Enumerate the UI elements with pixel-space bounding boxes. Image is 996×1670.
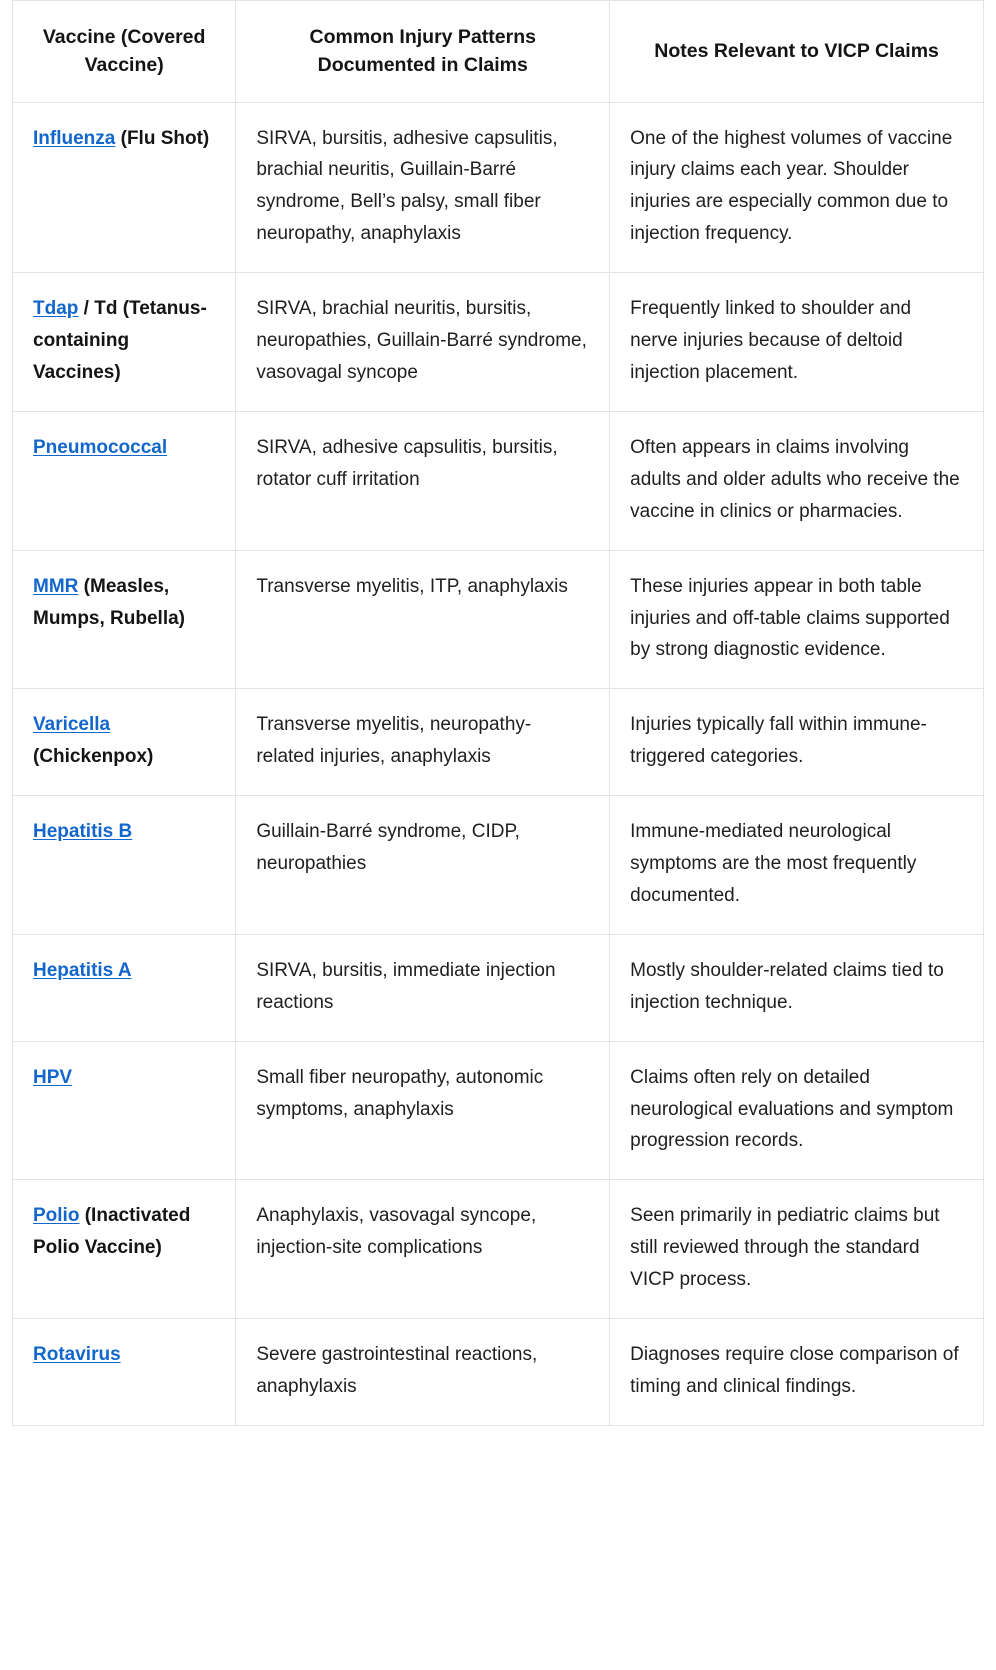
vaccine-name-cell [13, 1319, 236, 1426]
notes-cell: These injuries appear in both table injuries and off-table claims supported by strong diagnostic evidence. [610, 550, 984, 689]
column-header-injury-patterns: Common Injury Patterns Documented in Claims [236, 1, 610, 103]
notes-cell: One of the highest volumes of vaccine injury claims each year. Shoulder injuries are especially common due to injection frequency. [610, 102, 984, 273]
vaccine-name-suffix: (Flu Shot) [115, 127, 210, 149]
table-row [13, 934, 984, 1041]
table-body [13, 102, 984, 1425]
table-row [13, 411, 984, 550]
vaccine-name-cell [13, 102, 236, 273]
notes-cell: Immune-mediated neurological symptoms are the most frequently documented. [610, 796, 984, 935]
table-row [13, 689, 984, 796]
injury-patterns-cell: Transverse myelitis, neuropathy-related injuries, anaphylaxis [236, 689, 610, 796]
vaccine-name-cell [13, 411, 236, 550]
injury-patterns-cell: Guillain-Barré syndrome, CIDP, neuropathies [236, 796, 610, 935]
vaccine-link[interactable]: Polio [33, 1205, 80, 1227]
notes-cell: Frequently linked to shoulder and nerve injuries because of deltoid injection placement. [610, 273, 984, 412]
injury-patterns-cell: Transverse myelitis, ITP, anaphylaxis [236, 550, 610, 689]
vaccine-name-suffix: / Td (Tetanus-containing Vaccines) [33, 298, 207, 383]
notes-cell: Seen primarily in pediatric claims but still reviewed through the standard VICP process. [610, 1180, 984, 1319]
vaccine-injury-table [12, 0, 984, 1426]
vaccine-name-cell [13, 273, 236, 412]
vaccine-link[interactable]: Hepatitis B [33, 821, 133, 843]
notes-cell: Injuries typically fall within immune-triggered categories. [610, 689, 984, 796]
table-row [13, 1180, 984, 1319]
vaccine-name-cell [13, 796, 236, 935]
notes-cell: Mostly shoulder-related claims tied to injection technique. [610, 934, 984, 1041]
notes-cell: Often appears in claims involving adults and older adults who receive the vaccine in clinics or pharmacies. [610, 411, 984, 550]
table-header [13, 1, 984, 103]
table-row [13, 796, 984, 935]
vaccine-name-cell [13, 1180, 236, 1319]
vaccine-link[interactable]: Tdap [33, 298, 79, 320]
injury-patterns-cell: SIRVA, adhesive capsulitis, bursitis, rotator cuff irritation [236, 411, 610, 550]
table-row [13, 102, 984, 273]
injury-patterns-cell: Anaphylaxis, vasovagal syncope, injection-site complications [236, 1180, 610, 1319]
injury-patterns-cell: SIRVA, bursitis, adhesive capsulitis, brachial neuritis, Guillain-Barré syndrome, Bell’s palsy, small fiber neuropathy, anaphylaxis [236, 102, 610, 273]
vaccine-link[interactable]: Pneumococcal [33, 436, 168, 458]
table-row [13, 273, 984, 412]
table-row [13, 1041, 984, 1180]
vaccine-name-cell [13, 550, 236, 689]
vaccine-link[interactable]: Varicella [33, 714, 111, 736]
vaccine-link[interactable]: Hepatitis A [33, 959, 132, 981]
notes-cell: Diagnoses require close comparison of timing and clinical findings. [610, 1319, 984, 1426]
column-header-vaccine: Vaccine (Covered Vaccine) [13, 1, 236, 103]
table-row [13, 1319, 984, 1426]
injury-patterns-cell: Severe gastrointestinal reactions, anaphylaxis [236, 1319, 610, 1426]
vaccine-link[interactable]: MMR [33, 575, 79, 597]
vaccine-name-suffix: (Measles, Mumps, Rubella) [33, 575, 186, 629]
vaccine-name-suffix: (Inactivated Polio Vaccine) [33, 1205, 191, 1259]
vaccine-name-cell [13, 689, 236, 796]
table-header-row [13, 1, 984, 103]
column-header-notes: Notes Relevant to VICP Claims [610, 1, 984, 103]
vaccine-link[interactable]: HPV [33, 1066, 73, 1088]
vaccine-name-cell [13, 934, 236, 1041]
notes-cell: Claims often rely on detailed neurological evaluations and symptom progression records. [610, 1041, 984, 1180]
injury-patterns-cell: SIRVA, bursitis, immediate injection reactions [236, 934, 610, 1041]
vaccine-name-suffix: (Chickenpox) [33, 746, 154, 768]
table-row [13, 550, 984, 689]
vaccine-link[interactable]: Influenza [33, 127, 116, 149]
injury-patterns-cell: Small fiber neuropathy, autonomic symptoms, anaphylaxis [236, 1041, 610, 1180]
injury-patterns-cell: SIRVA, brachial neuritis, bursitis, neuropathies, Guillain-Barré syndrome, vasovagal syncope [236, 273, 610, 412]
vaccine-link[interactable]: Rotavirus [33, 1344, 121, 1366]
vaccine-name-cell [13, 1041, 236, 1180]
